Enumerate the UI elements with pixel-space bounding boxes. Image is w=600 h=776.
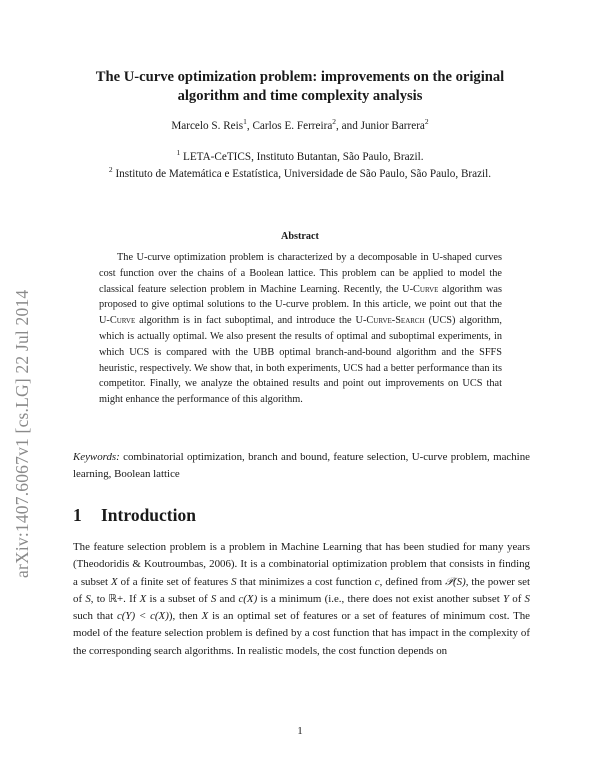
abstract-text: (UCS) algorithm, which is actually optimal. We also present the results of optimal and suboptimal experiments, in which UCS is compared with the UBB optimal branch-and-bound algorithm and the SFFS heuristic, respectively. We show that, in both experiments, UCS had a better performance than its competitor. Finally, we analyze the obtained results and point out improvements on UCS that might enhance the performance of this algorithm. xyxy=(99,315,502,406)
title-line-1: The U-curve optimization problem: improvements on the original xyxy=(95,69,505,85)
body-text: of a finite set of features xyxy=(117,575,232,588)
title-line-2: algorithm and time complexity analysis xyxy=(177,88,423,104)
affiliation-1 xyxy=(60,148,540,163)
affiliation-mark: 1 xyxy=(176,148,181,157)
body-text: is a subset of xyxy=(146,592,211,605)
author-name: Junior Barrera xyxy=(360,120,425,132)
affiliation-mark: 2 xyxy=(332,117,337,126)
author-separator: , xyxy=(246,120,253,132)
section-title: Introduction xyxy=(101,505,196,525)
math-symbol: X xyxy=(139,592,147,605)
keywords-text: combinatorial optimization, branch and bound, feature selection, U-curve problem, machine learning, Boolean lattice xyxy=(73,451,530,480)
author-name: Marcelo S. Reis xyxy=(171,120,244,132)
arxiv-identifier-stamp: arXiv:1407.6067v1 [cs.LG] 22 Jul 2014 xyxy=(12,289,32,578)
section-heading xyxy=(73,505,196,526)
math-symbol: X xyxy=(111,575,118,588)
algorithm-name: U-Curve xyxy=(99,315,136,327)
math-expression: 𝒫(S) xyxy=(445,575,466,588)
abstract-body xyxy=(99,250,502,408)
math-symbol: S xyxy=(524,592,530,605)
keywords xyxy=(73,449,530,483)
affiliation-mark: 1 xyxy=(243,117,247,126)
abstract-text: The U-curve optimization problem is characterized by a decomposable in U-shaped curves cost function over the chains of a Boolean lattice. This problem can be applied to model the classical feature selection problem in Machine Learning. Recently, the xyxy=(99,252,502,295)
body-text: that minimizes a cost function xyxy=(236,575,375,588)
abstract-text: algorithm was proposed to give optimal solutions to the U-curve problem. In this article, we point out that the xyxy=(99,283,502,311)
section-number: 1 xyxy=(73,505,82,525)
body-text: , the power set of xyxy=(73,575,530,605)
body-text: is an optimal set of features or a set of features of minimum cost. The model of the feature selection problem is defined by a cost function that has impact in the complexity of the corresponding search algorithms. In realistic models, the cost function depends on xyxy=(73,610,531,657)
algorithm-name: U-Curve-Search xyxy=(355,315,425,327)
page-number: 1 xyxy=(297,725,303,737)
keywords-label: Keywords: xyxy=(73,451,120,463)
affiliation-mark: 2 xyxy=(108,165,113,174)
math-symbol: c xyxy=(374,575,380,588)
author-list xyxy=(60,117,540,132)
body-text: such that xyxy=(73,610,117,623)
affiliation-text: LETA-CeTICS, Instituto Butantan, São Paulo, Brazil. xyxy=(183,151,424,163)
abstract-heading: Abstract xyxy=(281,231,319,242)
intro-paragraph xyxy=(73,539,530,660)
body-text: , to ℝ+. If xyxy=(90,592,140,605)
abstract-text: algorithm is in fact suboptimal, and introduce the xyxy=(135,315,356,327)
math-symbol: Y xyxy=(502,592,510,605)
affiliation-2 xyxy=(60,165,540,180)
math-expression: c(Y) < c(X) xyxy=(116,610,169,623)
body-text: ), then xyxy=(168,610,202,623)
math-symbol: X xyxy=(201,610,209,623)
body-text: of xyxy=(509,592,525,605)
affiliation-mark: 2 xyxy=(424,117,429,126)
body-text: The feature selection problem is a problem in Machine Learning that has been studied for many years (Theodoridis & Koutroumbas, 2006). It is a combinatorial optimization problem that consists in finding a subset xyxy=(73,541,530,588)
author-name: Carlos E. Ferreira xyxy=(252,120,333,132)
body-text: and xyxy=(216,592,239,605)
affiliation-text: Instituto de Matemática e Estatística, Universidade de São Paulo, São Paulo, Brazil. xyxy=(115,168,492,180)
body-text: , defined from xyxy=(379,575,446,588)
paper-title xyxy=(60,68,540,106)
algorithm-name: U-Curve xyxy=(402,283,439,295)
author-separator: , and xyxy=(336,120,361,132)
math-symbol: S xyxy=(231,575,237,588)
body-text: is a minimum (i.e., there does not exist another subset xyxy=(257,592,503,605)
math-expression: c(X) xyxy=(238,592,258,605)
math-symbol: S xyxy=(210,592,217,605)
math-symbol: S xyxy=(85,592,91,605)
